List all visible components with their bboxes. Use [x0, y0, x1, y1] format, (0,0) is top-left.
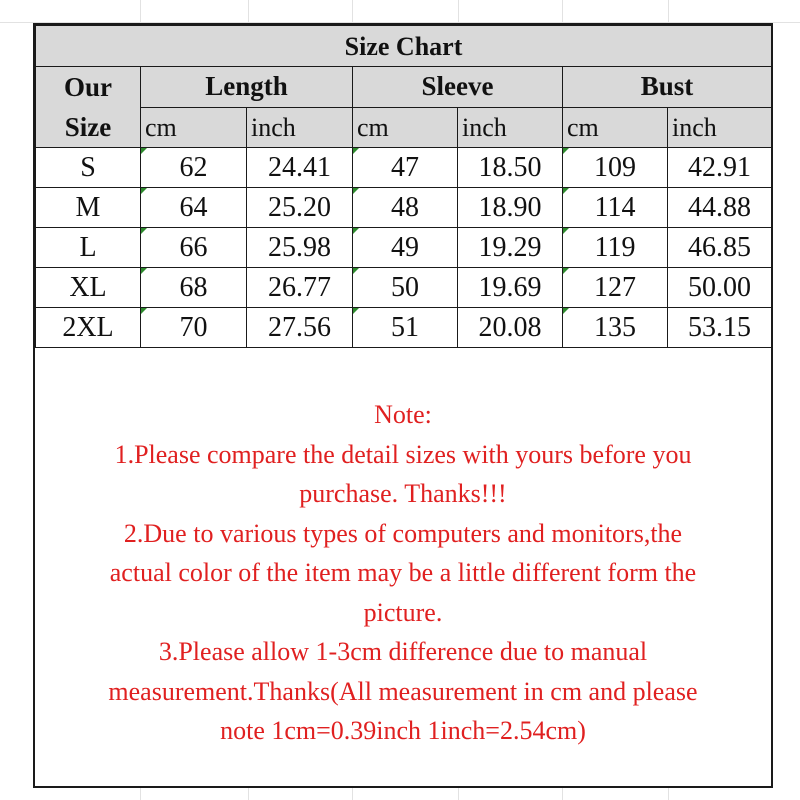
- chart-title: Size Chart: [36, 26, 772, 67]
- table-cell: 18.90: [458, 188, 563, 228]
- note-heading: Note:: [374, 400, 432, 429]
- note-line: measurement.Thanks(All measurement in cm and please: [108, 676, 698, 706]
- table-cell: 42.91: [668, 148, 772, 188]
- table-cell: 47: [353, 148, 458, 188]
- table-cell: 50: [353, 268, 458, 308]
- table-cell: 114: [563, 188, 668, 228]
- unit-header: cm: [353, 107, 458, 148]
- table-cell: 68: [141, 268, 247, 308]
- table-cell: 70: [141, 308, 247, 348]
- table-cell: 19.29: [458, 228, 563, 268]
- table-cell: 135: [563, 308, 668, 348]
- note-line: actual color of the item may be a little different form the: [109, 558, 697, 587]
- size-label: S: [36, 148, 141, 188]
- table-cell: 51: [353, 308, 458, 348]
- table-cell: 66: [141, 228, 247, 268]
- table-cell: 24.41: [247, 148, 353, 188]
- table-cell: 62: [141, 148, 247, 188]
- sleeve-header: Sleeve: [353, 67, 563, 108]
- unit-header: cm: [563, 107, 668, 148]
- table-cell: 25.98: [247, 228, 353, 268]
- note-line: picture.: [363, 597, 443, 627]
- table-cell: 127: [563, 268, 668, 308]
- table-row: [36, 148, 772, 188]
- table-cell: 26.77: [247, 268, 353, 308]
- note-line: 3.Please allow 1-3cm difference due to manual: [158, 637, 648, 666]
- table-cell: 18.50: [458, 148, 563, 188]
- table-cell: 25.20: [247, 188, 353, 228]
- table-cell: 109: [563, 148, 668, 188]
- table-cell: 46.85: [668, 228, 772, 268]
- size-label: XL: [36, 268, 141, 308]
- table-cell: 119: [563, 228, 668, 268]
- table-row: [36, 268, 772, 308]
- note-line: 2.Due to various types of computers and monitors,the: [123, 518, 683, 548]
- size-chart-sheet: [33, 23, 773, 788]
- size-label: M: [36, 188, 141, 228]
- table-cell: 19.69: [458, 268, 563, 308]
- table-cell: 53.15: [668, 308, 772, 348]
- size-label: L: [36, 228, 141, 268]
- size-label: 2XL: [36, 308, 141, 348]
- table-row: [36, 228, 772, 268]
- table-cell: 27.56: [247, 308, 353, 348]
- size-column-header: [36, 67, 141, 148]
- table-cell: 64: [141, 188, 247, 228]
- size-header-line: Size: [64, 112, 112, 142]
- note-line: note 1cm=0.39inch 1inch=2.54cm): [220, 716, 586, 745]
- table-cell: 20.08: [458, 308, 563, 348]
- length-header: Length: [141, 67, 353, 108]
- table-row: [36, 188, 772, 228]
- bust-header: Bust: [563, 67, 772, 108]
- table-cell: 50.00: [668, 268, 772, 308]
- table-row: [36, 308, 772, 348]
- note-line: 1.Please compare the detail sizes with yours before you: [114, 439, 692, 469]
- table-cell: 44.88: [668, 188, 772, 228]
- unit-header: cm: [141, 107, 247, 148]
- notes-block: [35, 395, 771, 751]
- size-chart-table: [35, 25, 772, 348]
- unit-header: inch: [458, 107, 563, 148]
- unit-header: inch: [247, 107, 353, 148]
- note-line: purchase. Thanks!!!: [299, 479, 507, 508]
- unit-header: inch: [668, 107, 772, 148]
- size-header-line: Our: [63, 72, 112, 102]
- table-cell: 49: [353, 228, 458, 268]
- table-cell: 48: [353, 188, 458, 228]
